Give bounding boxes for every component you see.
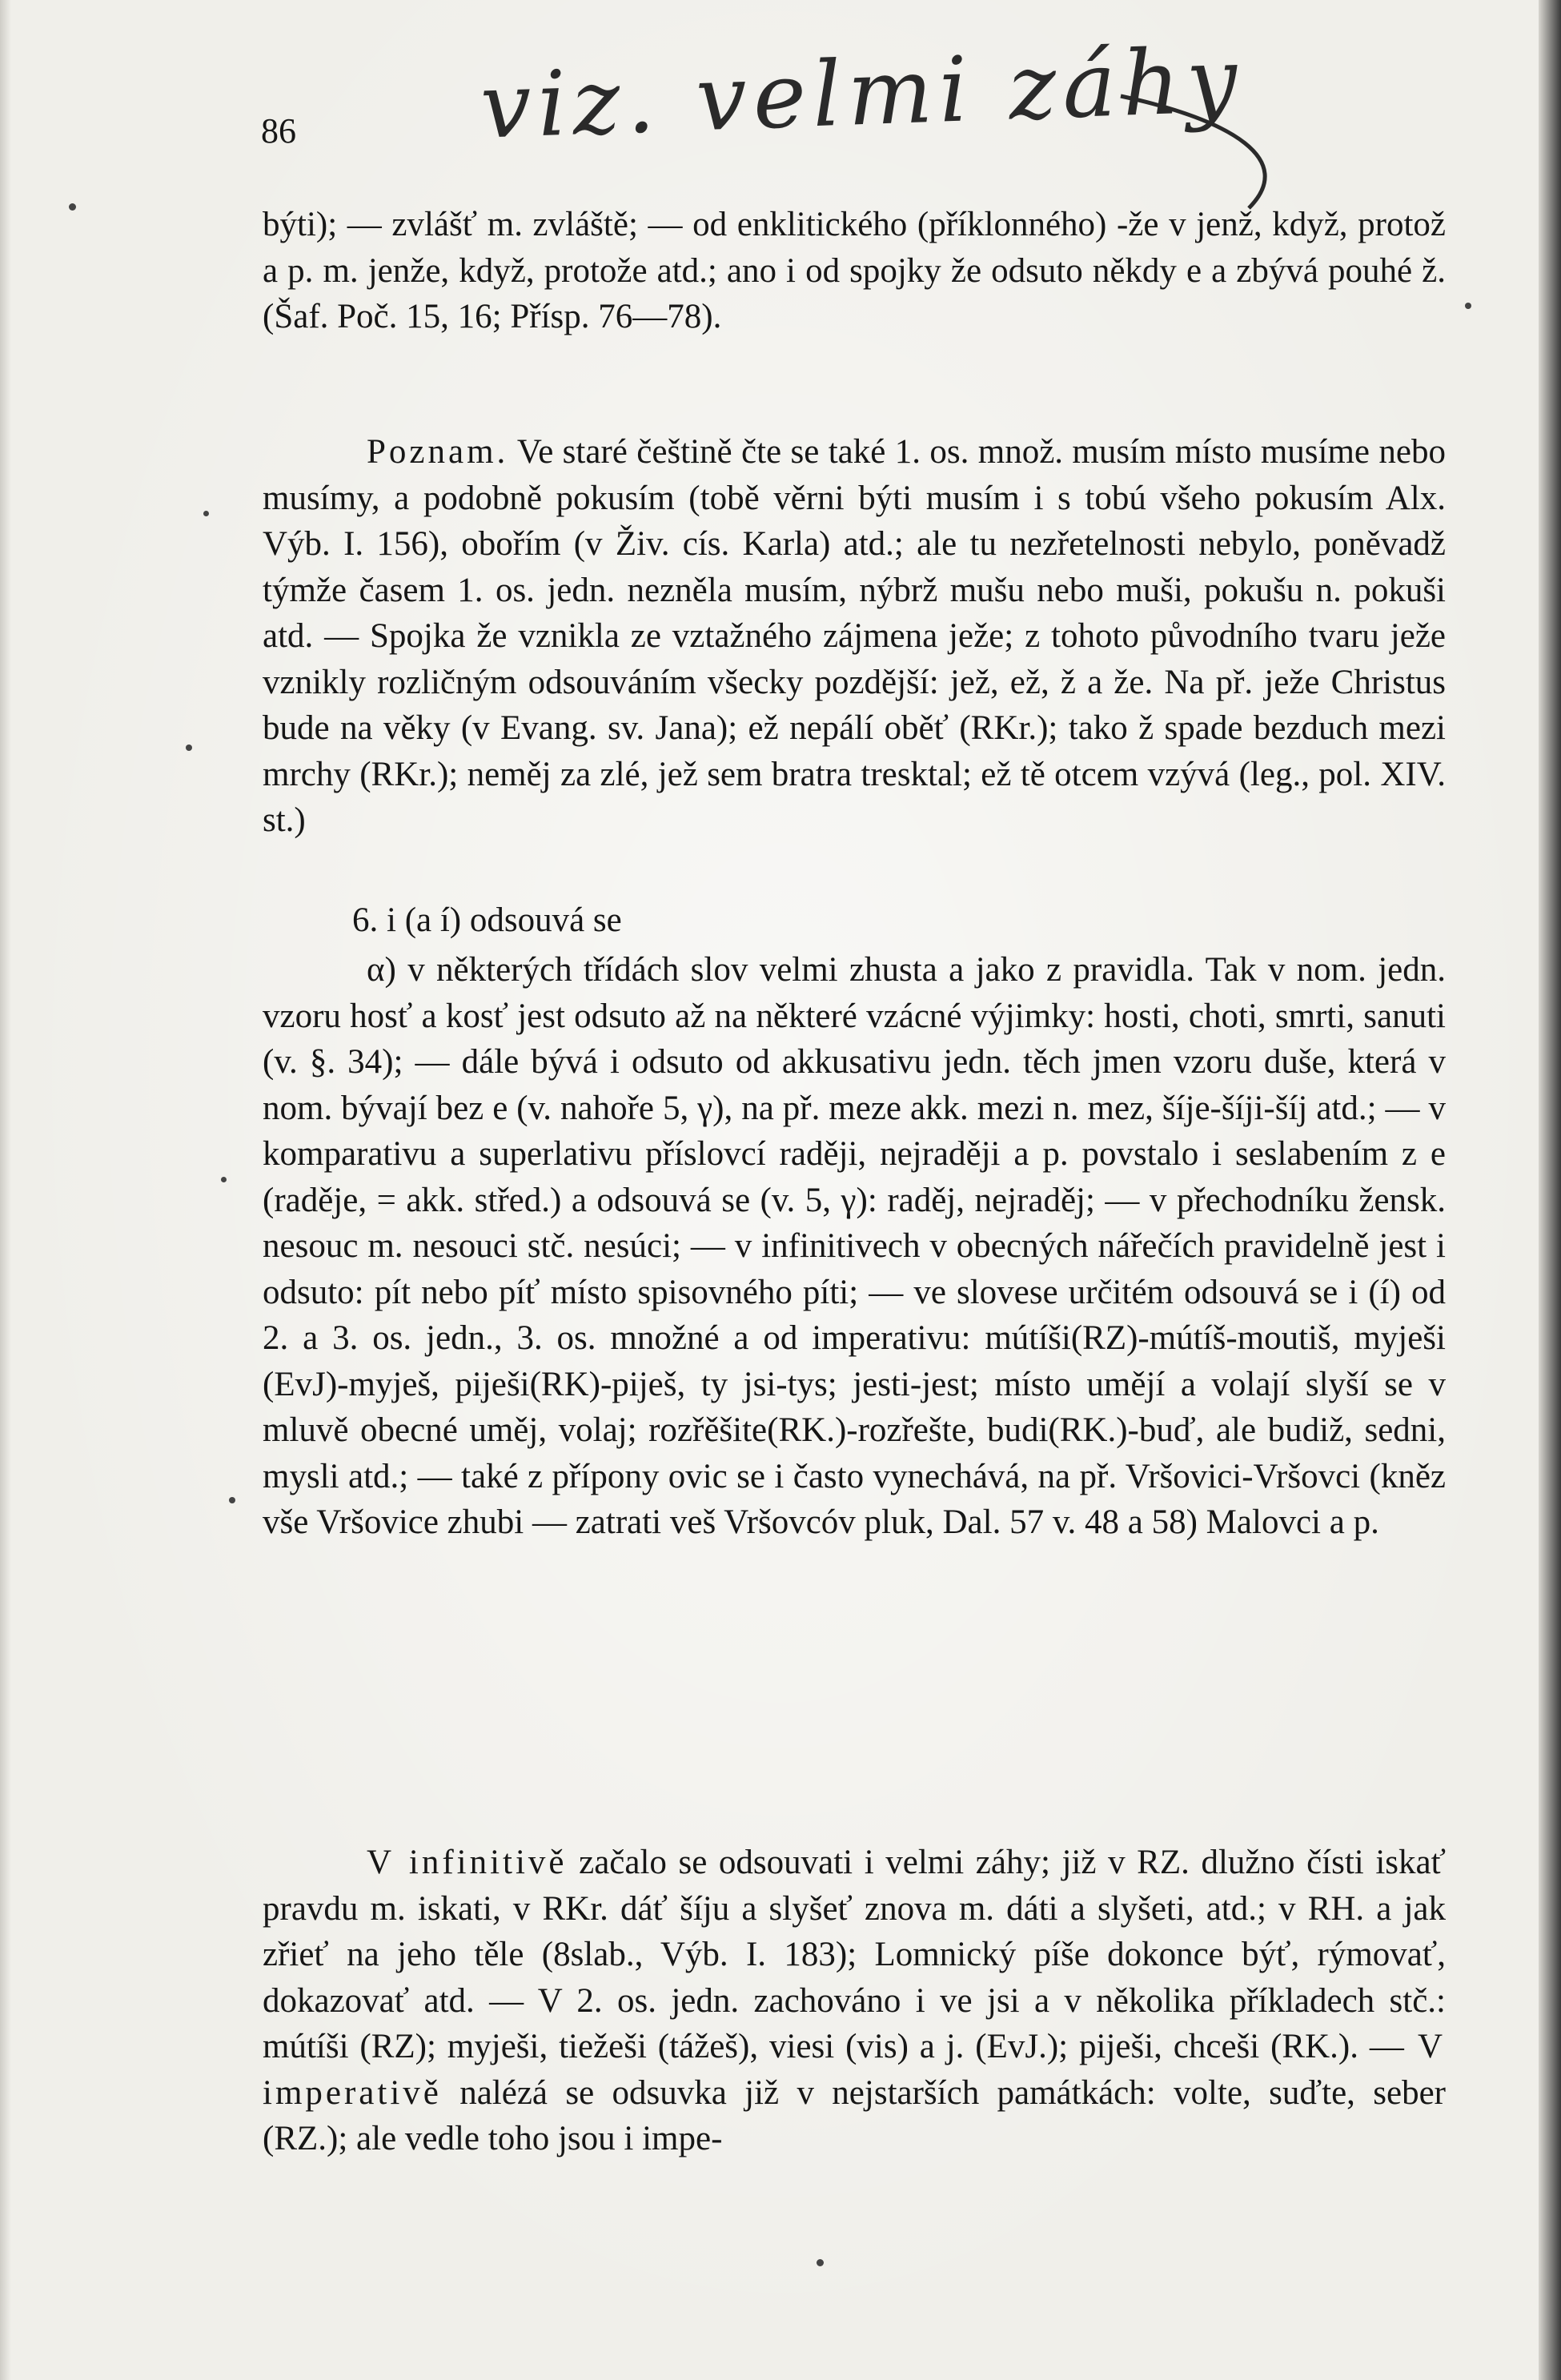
paragraph-3-text: velmi zhusta a jako z pravidla. Tak v nom. jedn. vzoru hosť a kosť jest odsuto až na některé vzácné výjimky: hosti, choti, smrti, sanuti (v. §. 34); — dále bývá i odsuto od akkusativu jedn. těch jmen vzoru duše, která v nom. bývají bez e (v. nahoře 5, γ), na př. meze akk. mezi n. mez, šíje-šíji-šíj atd.; — v komparativu a superlativu příslovcí raději, nejraději a p. povstalo i seslabením z e (raděje, = akk. střed.) a odsouvá se (v. 5, γ): raděj, nejraděj; — v přechodníku žensk. nesouc m. nesouci stč. nesúci; — v infinitivech v obecných nářečích pravidelně jest i odsuto: pít nebo píť místo spisovného píti; — ve slovese určitém odsouvá se i (í) od 2. a 3. os. jedn., 3. os. množné a od imperativu: mútíši(RZ)-mútíš-moutiš, myješi (EvJ)-myješ, piješi(RK)-piješ, ty jsi-tys; jesti-jest; místo umějí a volají slyší se v mluvě obecné uměj, volaj; rozřěšite(RK.)-rozřešte, budi(RK.)-buď, ale budiž, sedni, mysli atd.; — také z přípony ovic se i často vynechává, na př. Vršovici-Vršovci (kněz vše Vršovice zhubi — zatrati veš Vršovcóv pluk, Dal. 57 v. 48 a 58) Malovci a p. xyxy=(263,951,1447,1541)
paragraph-1 xyxy=(263,202,1446,340)
page-number: 86 xyxy=(261,111,296,151)
section-6-heading: 6. i (a í) odsouvá se xyxy=(352,901,622,939)
paragraph-1-text: býti); — zvlášť m. zvláště; — od enklitického (příklonného) -že v jenž, když, protož a p. m. jenže, když, protože atd.; ano i od spojky že odsuto někdy e a zbývá pouhé ž. (Šaf. Poč. 15, 16; Přísp. 76—78). xyxy=(263,206,1446,335)
scan-speck xyxy=(817,2259,824,2266)
paragraph-4-label-2: V imperativě xyxy=(263,2028,1446,2112)
scan-speck xyxy=(203,511,209,516)
scan-speck xyxy=(1465,303,1471,309)
paragraph-2-label: Poznam. xyxy=(367,433,509,471)
scan-speck xyxy=(221,1177,227,1182)
paragraph-4-body xyxy=(263,1840,1446,2162)
paragraph-3-body xyxy=(263,947,1446,1546)
handwritten-note: viz. velmi záhy xyxy=(479,28,1246,159)
scan-speck xyxy=(186,745,192,751)
paragraph-2 xyxy=(263,429,1446,844)
paragraph-4-text: začalo se odsouvati i velmi záhy; již v RZ. dlužno čísti iskať pravdu m. iskati, v RKr. dáť šíju a slyšeť znova m. dáti a slyšeti, atd.; v RH. a jak zřieť na jeho těle (8slab., Výb. I. 183); Lomnický píše dokonce býť, rýmovať, dokazovať atd. — V 2. os. jedn. zachováno i ve jsi a v několika příkladech stč.: mútíši (RZ); myješi, tiežeši (tážeš), viesi (vis) a j. (EvJ.); piješi, chceši (RK.). — xyxy=(263,1844,1446,2065)
paragraph-2-text: Ve staré češtině čte se také 1. os. množ. musím místo musíme nebo musímy, a podobně pokusím (tobě věrni býti musím i s tobú všeho pokusím Alx. Výb. I. 156), obořím (v Živ. cís. Karla) atd.; ale tu nezřetelnosti nebylo, poněvadž týmže časem 1. os. jedn. nezněla musím, nýbrž mušu nebo muši, pokušu n. pokuši atd. — Spojka že vznikla ze vztažného zájmena ježe; z tohoto původního tvaru ježe vznikly rozličným odsouváním všecky pozdější: jež, ež, ž a že. Na př. ježe Christus bude na věky (v Evang. sv. Jana); ež nepálí oběť (RKr.); tako ž spade bezduch mezi mrchy (RKr.); neměj za zlé, jež sem bratra tresktal; ež tě otcem vzývá (leg., pol. XIV. st.) xyxy=(263,433,1446,839)
paragraph-2-body xyxy=(263,429,1446,844)
scan-speck xyxy=(69,203,76,211)
paragraph-4-text-2: nalézá se odsuvka již v nejstarších památkách: volte, suďte, seber (RZ.); ale vedle toho jsou i impe- xyxy=(263,2073,1446,2157)
scan-speck xyxy=(229,1497,235,1503)
paragraph-3 xyxy=(263,947,1446,1546)
paragraph-4-label: V infinitivě xyxy=(367,1844,568,1881)
paragraph-4 xyxy=(263,1840,1446,2162)
page-edge-shadow-left xyxy=(0,0,11,2380)
paragraph-3-label: α) v některých třídách slov xyxy=(367,951,748,989)
page-edge-shadow-right xyxy=(1539,0,1561,2380)
